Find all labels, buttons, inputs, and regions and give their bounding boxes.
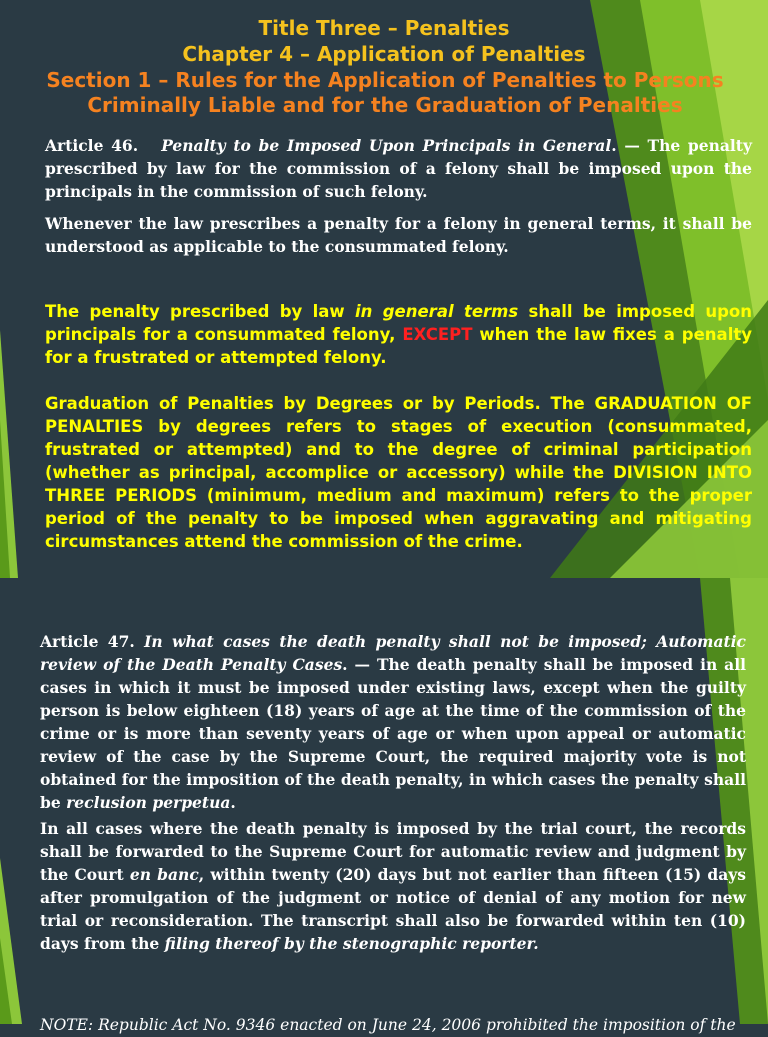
note1-text-c: when the law fixes a penalty for a frustrated or attempted felony.: [45, 325, 752, 367]
review-text-b: , within twenty (20) days but not earlier than fifteen (15) days after promulgation of the judgment or notice of denial of any motion for new trial or reconsideration. The transcript shall also be forwarded within ten (10) days from the: [40, 865, 746, 953]
article-46-label: Article 46.: [45, 136, 139, 155]
ra-9346-note: NOTE: Republic Act No. 9346 enacted on June 24, 2006 prohibited the imposition of the: [40, 1016, 736, 1034]
general-terms-note: [45, 300, 752, 369]
en-banc: en banc: [129, 865, 199, 884]
chapter-heading: Chapter 4 – Application of Penalties: [182, 42, 586, 66]
article-46-paragraph-2: Whenever the law prescribes a penalty for a felony in general terms, it shall be understood as applicable to the consummated felony.: [45, 214, 752, 256]
note1-italic: in general terms: [355, 302, 519, 321]
note1-text-b: shall be imposed upon principals for a consummated felony,: [45, 302, 752, 344]
filing-thereof: filing thereof by the stenographic reporter.: [164, 934, 539, 953]
graduation-of-penalties-note: Graduation of Penalties by Degrees or by Periods. The GRADUATION OF PENALTIES by degrees refers to stages of execution (consummated, frustrated or attempted) and to the degree of criminal participation (whether as principal, accomplice or accessory) while the DIVISION INTO THREE PERIODS (minimum, medium and maximum) refers to the proper period of the penalty to be imposed when aggravating and mitigating circumstances attend the commission of the crime.: [45, 394, 752, 551]
article-47-label: Article 47.: [40, 632, 135, 651]
article-46-text: . — The penalty prescribed by law for the commission of a felony shall be imposed upon the principals in the commission of such felony.: [45, 136, 752, 201]
article-47-paragraph: [40, 630, 746, 814]
except-keyword: EXCEPT: [402, 325, 473, 344]
article-47-text: . — The death penalty shall be imposed in all cases in which it must be imposed under existing laws, except when the guilty person is below eighteen (18) years of age at the time of the commission of the crime or is more than seventy years of age or when upon appeal or automatic review of the case by the Supreme Court, the required majority vote is not obtained for the imposition of the death penalty, in which cases the penalty shall be: [40, 655, 747, 812]
title-three-heading: Title Three – Penalties: [258, 16, 510, 40]
reclusion-perpetua: reclusion perpetua: [66, 793, 231, 812]
section-heading: Section 1 – Rules for the Application of Penalties to Persons Criminally Liable and for the Graduation of Penalties: [46, 68, 724, 117]
article-47-heading: In what cases the death penalty shall not be imposed; Automatic review of the Death Penalty Cases: [40, 632, 746, 674]
article-46-paragraph: [45, 134, 752, 203]
article-46-heading: Penalty to be Imposed Upon Principals in General: [161, 136, 612, 155]
review-text-a: In all cases where the death penalty is imposed by the trial court, the records shall be forwarded to the Supreme Court for automatic review and judgment by the Court: [40, 819, 746, 884]
automatic-review-paragraph: [40, 817, 746, 955]
note1-text-a: The penalty prescribed by law: [45, 302, 355, 321]
article-47-period: .: [230, 793, 236, 812]
